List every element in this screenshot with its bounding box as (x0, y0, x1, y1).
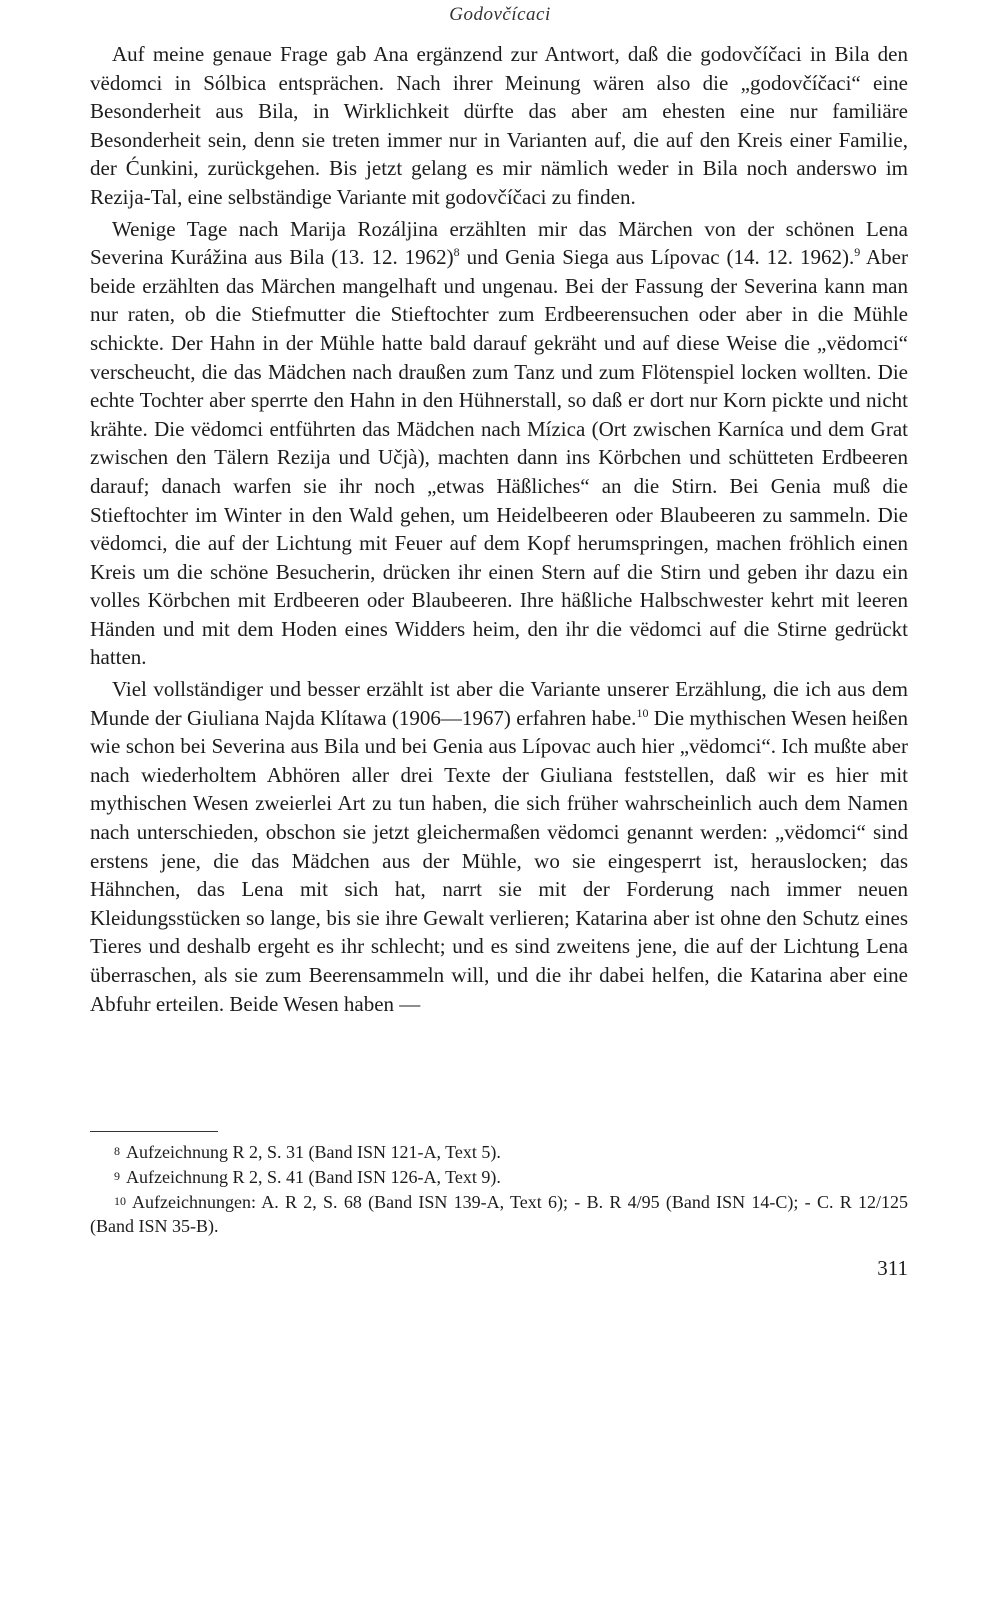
footnote-text: Aufzeichnung R 2, S. 31 (Band ISN 121-A, Text 5). (126, 1142, 501, 1162)
footnote-number: 8 (114, 1144, 120, 1158)
footnote-marker: 10 (636, 705, 649, 720)
footnote-text: Aufzeichnung R 2, S. 41 (Band ISN 126-A, Text 9). (126, 1167, 501, 1187)
paragraph-text: Aber beide erzählten das Märchen mangelhaft und ungenau. Bei der Fassung der Severina kann man nur raten, ob die Stiefmutter die Stieftochter zum Erdbeerensuchen oder aber in die Mühle schickte. Der Hahn in der Mühle hatte bald darauf gekräht und auf diese Weise die „vëdomci“ verscheucht, die das Mädchen nach draußen zum Tanz und zum Flötenspiel locken wollten. Die echte Tochter aber sperrte den Hahn in den Hühnerstall, so daß er dort nur Korn pickte und nicht krähte. Die vëdomci entführten das Mädchen nach Mízica (Ort zwischen Karníca und dem Grat zwischen den Tälern Rezija und Učjà), machten dann ins Körbchen und schütteten Erdbeeren darauf; danach warfen sie ihr noch „etwas Häßliches“ an die Stirn. Bei Genia muß die Stieftochter im Winter in den Wald gehen, um Heidelbeeren oder Blaubeeren zu sammeln. Die vëdomci, die auf der Lichtung mit Feuer auf dem Kopf herumspringen, machen fröhlich einen Kreis um die schöne Besucherin, drücken ihr einen Stern auf die Stirn und geben ihr dazu ein volles Körbchen mit Erdbeeren oder Blaubeeren. Ihre häßliche Halbschwester kehrt mit leeren Händen und mit dem Hoden eines Widders heim, den ihr die vëdomci auf die Stirne gedrückt hatten. (90, 245, 908, 670)
running-head: Godovčícaci (449, 4, 551, 25)
footnote (90, 1189, 908, 1238)
paragraph-text: Wenige Tage nach Marija Rozáljina erzählten mir das Märchen von der schönen Lena Severina Kurážina aus Bila (13. 12. 1962) (90, 216, 908, 270)
footnote (90, 1139, 908, 1164)
footnote (90, 1164, 908, 1189)
footnote-marker: 9 (854, 245, 861, 260)
paragraph-text: Viel vollständiger und besser erzählt ist aber die Variante unserer Erzählung, die ich aus dem Munde der Giuliana Najda Klítawa (1906—1967) erfahren habe. (90, 677, 908, 730)
page-number: 311 (877, 1256, 908, 1280)
paragraph-text: Auf meine genaue Frage gab Ana ergänzend zur Antwort, daß die godovčíčaci in Bila den vëdomci in Sólbica entsprächen. Nach ihrer Meinung wären also die „godovčíčaci“ eine Besonderheit aus Bila, in Wirklichkeit dürfte das aber am ehesten eine nur familiäre Besonderheit sein, denn sie treten immer nur in Varianten auf, die auf den Kreis einer Familie, der Ćunkini, zurückgehen. Bis jetzt gelang es mir nämlich weder in Bila noch anderswo im Rezija-Tal, eine selbständige Variante mit godovčíčaci zu finden. (90, 42, 908, 209)
paragraph-text: und Genia Siega aus Lípovac (14. 12. 1962). (459, 245, 855, 270)
body-text (90, 40, 908, 1018)
footnote-divider (90, 1131, 218, 1132)
footnote-number: 9 (114, 1169, 120, 1183)
footnote-number: 10 (114, 1194, 126, 1208)
footnotes (90, 1139, 908, 1238)
paragraph (90, 675, 908, 1018)
paragraph (90, 215, 908, 673)
footnote-marker: 8 (453, 245, 460, 260)
paragraph (90, 40, 908, 212)
footnote-text: Aufzeichnungen: A. R 2, S. 68 (Band ISN 139-A, Text 6); - B. R 4/95 (Band ISN 14-C); - C. R 12/125 (Band ISN 35-B). (90, 1192, 908, 1236)
paragraph-text: Die mythischen Wesen heißen wie schon bei Severina aus Bila und bei Genia aus Lípovac auch hier „vëdomci“. Ich mußte aber nach wiederholtem Abhören aller drei Texte der Giuliana feststellen, daß wir es hier mit mythischen Wesen zweierlei Art zu tun haben, die sich früher wahrscheinlich auch dem Namen nach unterschieden, obschon sie jetzt gleichermaßen vëdomci genannt werden: „vëdomci“ sind erstens jene, die das Mädchen aus der Mühle, wo sie eingesperrt ist, herauslocken; das Hähnchen, das Lena mit sich hat, narrt sie mit der Forderung nach immer neuen Kleidungsstücken so lange, bis sie ihre Gewalt verlieren; Katarina aber ist ohne den Schutz eines Tieres und deshalb ergeht es ihr schlecht; und es sind zweitens jene, die auf der Lichtung Lena überraschen, als sie zum Beerensammeln will, und die ihr dabei helfen, die Katarina aber eine Abfuhr erteilen. Beide Wesen haben — (90, 705, 908, 1016)
